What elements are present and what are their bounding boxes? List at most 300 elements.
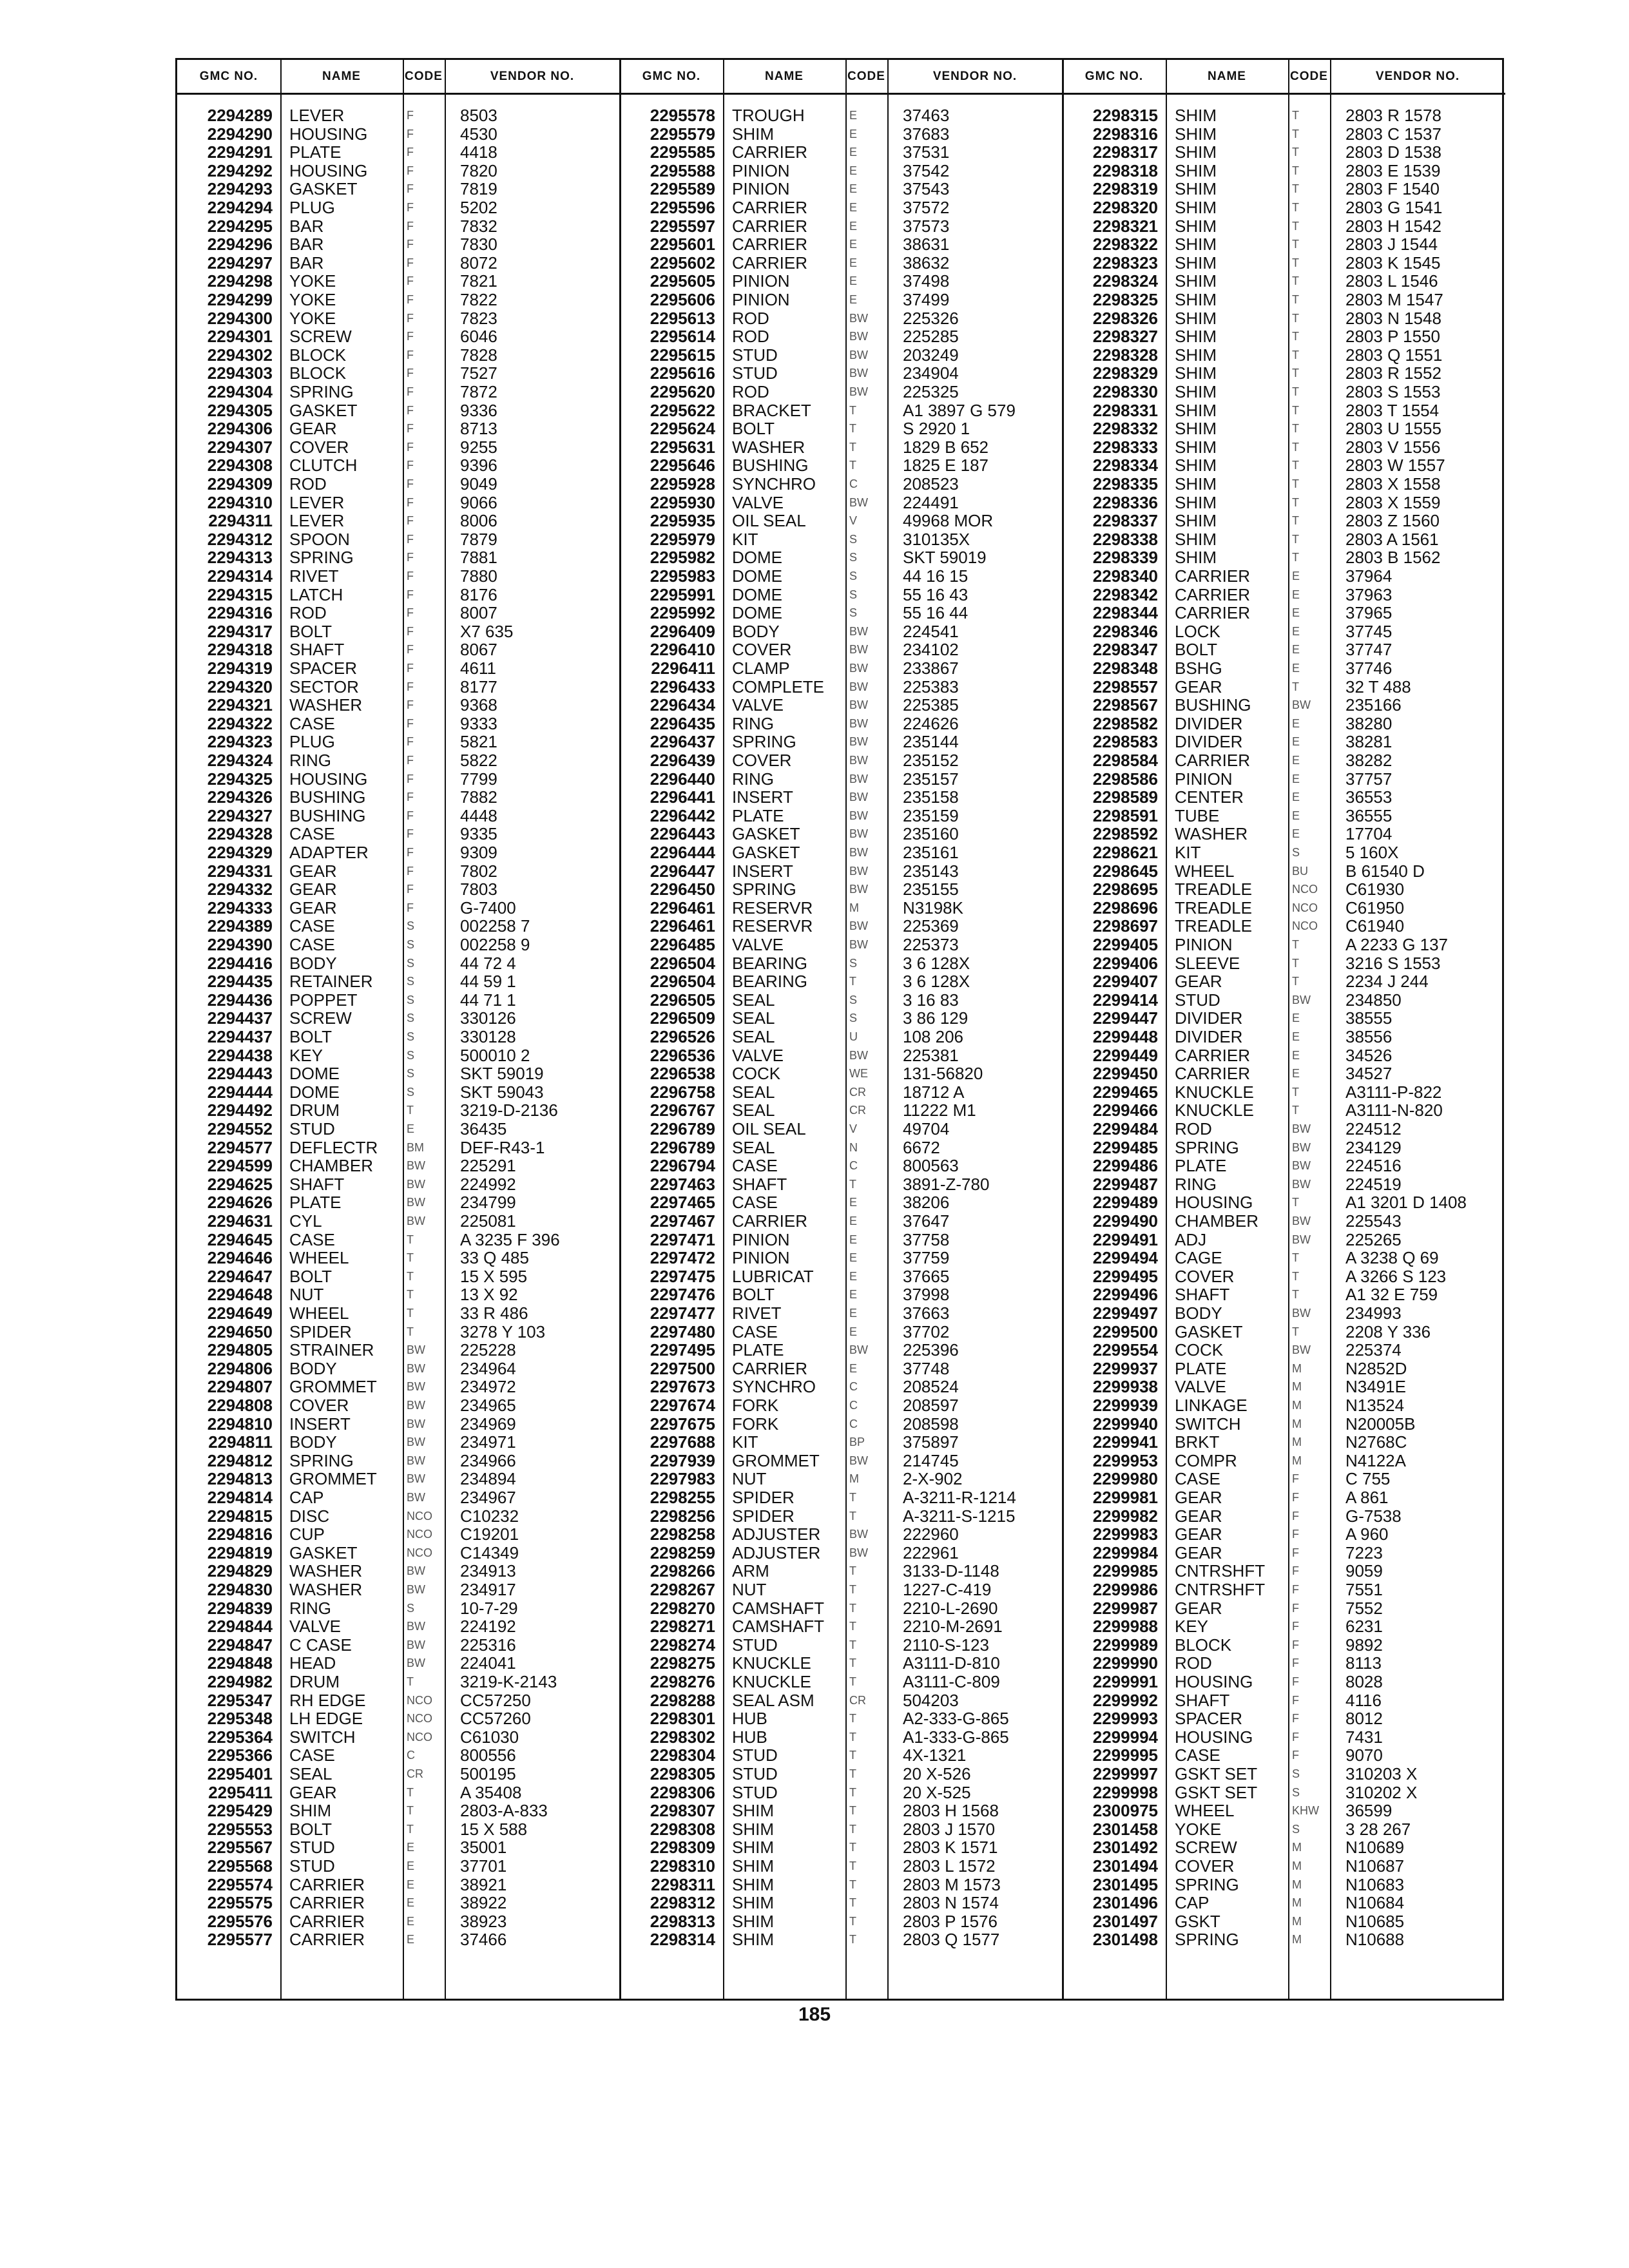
cell-code: BW [849, 330, 868, 343]
cell-gmc: 2299497 [1092, 1303, 1158, 1323]
cell-code: BW [849, 1546, 868, 1559]
cell-vend: 235144 [903, 732, 959, 752]
cell-vend: 37542 [903, 160, 950, 180]
cell-vend: 9368 [460, 695, 497, 715]
cell-vend: A 2233 G 137 [1345, 935, 1449, 954]
cell-name: ADJUSTER [732, 1542, 821, 1562]
cell-gmc: 2294316 [207, 603, 273, 623]
cell-vend: N2768C [1345, 1432, 1407, 1452]
cell-vend: 235159 [903, 805, 959, 825]
cell-name: BSHG [1175, 658, 1222, 678]
cell-code: F [1292, 1657, 1299, 1670]
header-vend-2: VENDOR NO. [887, 60, 1063, 95]
cell-gmc: 2298584 [1092, 751, 1158, 770]
cell-name: RIVET [732, 1303, 782, 1323]
cell-name: ROD [732, 382, 769, 401]
cell-name: SCREW [1175, 1838, 1237, 1858]
cell-vend: 4116 [1345, 1690, 1382, 1710]
cell-gmc: 2294815 [207, 1506, 273, 1526]
cell-code: C [849, 1380, 858, 1394]
cell-gmc: 2294306 [207, 419, 273, 439]
cell-vend: A3111-D-810 [903, 1653, 1000, 1673]
cell-gmc: 2294292 [207, 160, 273, 180]
cell-code: BW [1292, 698, 1311, 712]
cell-code: F [407, 827, 414, 841]
cell-name: GASKET [732, 843, 800, 862]
header-name-2: NAME [723, 60, 845, 95]
cell-gmc: 2297495 [650, 1340, 715, 1360]
cell-gmc: 2294492 [207, 1100, 273, 1120]
cell-gmc: 2299496 [1092, 1285, 1158, 1305]
cell-code: T [1292, 164, 1299, 177]
cell-name: SHIM [1175, 382, 1217, 401]
cell-gmc: 2299414 [1092, 990, 1158, 1010]
cell-code: F [407, 367, 414, 380]
cell-gmc: 2298338 [1092, 529, 1158, 549]
cell-vend: 38281 [1345, 732, 1393, 752]
cell-code: S [849, 551, 858, 564]
cell-code: T [849, 1749, 856, 1762]
cell-vend: 235166 [1345, 695, 1402, 715]
cell-code: T [1292, 1104, 1299, 1117]
cell-name: CASE [289, 1229, 335, 1249]
cell-vend: 7820 [460, 160, 497, 180]
cell-name: BODY [732, 621, 780, 641]
cell-gmc: 2294437 [207, 1008, 273, 1028]
cell-name: PINION [1175, 935, 1233, 954]
cell-vend: 9059 [1345, 1561, 1383, 1581]
cell-gmc: 2298310 [650, 1856, 715, 1876]
cell-gmc: 2294807 [207, 1377, 273, 1397]
cell-gmc: 2294648 [207, 1285, 273, 1305]
cell-vend: 44 71 1 [460, 990, 516, 1010]
cell-name: SHIM [732, 1819, 774, 1839]
cell-code: T [849, 1601, 856, 1615]
cell-vend: SKT 59043 [460, 1082, 544, 1102]
cell-code: BW [849, 883, 868, 896]
cell-code: T [849, 440, 856, 454]
cell-code: E [1292, 772, 1300, 785]
cell-gmc: 2298348 [1092, 658, 1158, 678]
cell-code: S [1292, 1785, 1300, 1799]
cell-code: T [849, 975, 856, 988]
cell-gmc: 2298314 [650, 1930, 715, 1950]
cell-gmc: 2296439 [650, 751, 715, 770]
cell-code: T [407, 1104, 414, 1117]
cell-gmc: 2298316 [1092, 124, 1158, 144]
cell-vend: 8503 [460, 106, 497, 125]
cell-gmc: 2299938 [1092, 1377, 1158, 1397]
cell-name: DRUM [289, 1100, 340, 1120]
cell-vend: 4530 [460, 124, 497, 144]
cell-code: BW [407, 1380, 425, 1394]
cell-name: GROMMET [732, 1450, 820, 1470]
cell-name: STUD [732, 1782, 778, 1802]
cell-code: E [1292, 716, 1300, 730]
cell-code: F [407, 791, 414, 804]
cell-code: F [1292, 1730, 1299, 1744]
cell-vend: N10687 [1345, 1856, 1405, 1876]
cell-code: T [1292, 551, 1299, 564]
cell-gmc: 2296461 [650, 916, 715, 936]
cell-code: T [1292, 495, 1299, 509]
cell-vend: 55 16 44 [903, 603, 969, 623]
cell-gmc: 2295568 [207, 1856, 273, 1876]
cell-vend: 233867 [903, 658, 959, 678]
cell-gmc: 2295348 [207, 1709, 273, 1729]
cell-code: F [1292, 1583, 1299, 1596]
cell-code: T [407, 1675, 414, 1688]
cell-vend: 3219-D-2136 [460, 1100, 558, 1120]
cell-gmc: 2298346 [1092, 621, 1158, 641]
cell-name: TREADLE [1175, 916, 1252, 936]
cell-vend: 6672 [903, 1137, 940, 1157]
cell-vend: 2803 P 1576 [903, 1911, 998, 1931]
cell-vend: 4611 [460, 658, 496, 678]
cell-vend: C19201 [460, 1524, 519, 1544]
cell-name: SHIM [1175, 548, 1217, 568]
cell-gmc: 2298331 [1092, 400, 1158, 420]
cell-code: BW [1292, 993, 1311, 1006]
cell-name: PINION [732, 1248, 790, 1268]
cell-name: RIVET [289, 566, 339, 586]
cell-name: RETAINER [289, 972, 373, 992]
cell-code: T [1292, 1085, 1299, 1099]
cell-vend: 2803 L 1546 [1345, 271, 1438, 291]
cell-vend: 9066 [460, 492, 497, 512]
cell-name: SHIM [1175, 400, 1217, 420]
cell-name: KNUCKLE [1175, 1082, 1254, 1102]
cell-gmc: 2296447 [650, 861, 715, 881]
cell-code: T [1292, 1269, 1299, 1283]
cell-code: M [1292, 1896, 1302, 1910]
cell-name: CARRIER [1175, 1045, 1251, 1065]
cell-gmc: 2296444 [650, 843, 715, 862]
cell-vend: 44 16 15 [903, 566, 969, 586]
cell-code: F [407, 422, 414, 436]
cell-name: SHIM [1175, 160, 1217, 180]
cell-name: PLATE [1175, 1156, 1227, 1176]
cell-gmc: 2299490 [1092, 1211, 1158, 1231]
cell-name: GSKT SET [1175, 1764, 1258, 1783]
cell-gmc: 2294805 [207, 1340, 273, 1360]
cell-vend: 225383 [903, 677, 959, 697]
cell-vend: 37748 [903, 1358, 950, 1378]
cell-code: T [1292, 1251, 1299, 1265]
cell-gmc: 2297675 [650, 1414, 715, 1434]
cell-name: DISC [289, 1506, 330, 1526]
cell-name: GEAR [289, 898, 337, 918]
cell-gmc: 2295364 [207, 1727, 273, 1747]
cell-name: SHAFT [289, 1174, 345, 1194]
cell-gmc: 2294311 [208, 511, 273, 531]
cell-name: CNTRSHFT [1175, 1561, 1266, 1581]
cell-gmc: 2294389 [207, 916, 273, 936]
cell-gmc: 2295596 [650, 198, 715, 217]
cell-gmc: 2296411 [651, 658, 715, 678]
cell-name: HOUSING [1175, 1727, 1253, 1747]
cell-gmc: 2298259 [650, 1542, 715, 1562]
cell-name: HUB [732, 1727, 767, 1747]
cell-vend: 234966 [460, 1450, 516, 1470]
cell-gmc: 2296433 [650, 677, 715, 697]
cell-gmc: 2298583 [1092, 732, 1158, 752]
cell-gmc: 2299990 [1092, 1653, 1158, 1673]
cell-name: PINION [732, 271, 790, 291]
cell-vend: 235160 [903, 824, 959, 844]
cell-vend: 234964 [460, 1358, 516, 1378]
cell-code: F [407, 182, 414, 196]
cell-vend: 37759 [903, 1248, 950, 1268]
cell-name: BAR [289, 235, 324, 255]
cell-name: VALVE [732, 695, 784, 715]
cell-gmc: 2295930 [650, 492, 715, 512]
cell-name: SCREW [289, 1008, 352, 1028]
cell-code: BW [1292, 1233, 1311, 1246]
cell-code: BW [407, 1343, 425, 1357]
cell-gmc: 2294645 [207, 1229, 273, 1249]
cell-gmc: 2299981 [1092, 1488, 1158, 1507]
cell-vend: 234993 [1345, 1303, 1402, 1323]
cell-gmc: 2294808 [207, 1396, 273, 1415]
cell-name: CARRIER [732, 1211, 808, 1231]
cell-name: SHAFT [1175, 1690, 1230, 1710]
cell-gmc: 2294324 [207, 751, 273, 770]
cell-name: GASKET [289, 179, 358, 199]
cell-vend: 235161 [903, 843, 959, 862]
cell-name: HOUSING [1175, 1193, 1253, 1213]
cell-vend: 3891-Z-780 [903, 1174, 990, 1194]
cell-name: TROUGH [732, 106, 805, 125]
cell-vend: 2803 K 1571 [903, 1838, 998, 1858]
cell-code: T [1292, 459, 1299, 472]
cell-name: SHIM [1175, 216, 1217, 236]
cell-code: T [849, 1730, 856, 1744]
cell-code: T [407, 1785, 414, 1799]
cell-name: LOCK [1175, 621, 1220, 641]
cell-name: C CASE [289, 1635, 352, 1655]
cell-name: COCK [1175, 1340, 1224, 1360]
cell-code: S [407, 1030, 415, 1043]
cell-gmc: 2298309 [650, 1838, 715, 1858]
cell-vend: 2803 Q 1551 [1345, 345, 1443, 365]
cell-code: T [1292, 938, 1299, 951]
cell-code: U [849, 1030, 858, 1043]
cell-code: BW [849, 385, 868, 398]
cell-code: T [1292, 127, 1299, 140]
cell-code: F [407, 127, 414, 140]
cell-name: SCREW [289, 327, 352, 347]
cell-name: BOLT [289, 621, 332, 641]
cell-gmc: 2298312 [650, 1893, 715, 1913]
cell-vend: 800556 [460, 1745, 516, 1765]
cell-name: SWITCH [289, 1727, 356, 1747]
cell-name: CLUTCH [289, 456, 358, 476]
cell-name: BUSHING [1175, 695, 1251, 715]
cell-gmc: 2296789 [650, 1137, 715, 1157]
cell-gmc: 2298337 [1092, 511, 1158, 531]
cell-vend: 7882 [460, 787, 497, 807]
cell-name: SPRING [289, 1450, 354, 1470]
cell-name: COVER [732, 751, 792, 770]
cell-code: M [1292, 1399, 1302, 1412]
cell-name: DRUM [289, 1672, 340, 1691]
cell-name: ADJ [1175, 1229, 1207, 1249]
cell-name: BUSHING [289, 805, 366, 825]
cell-name: KEY [289, 1045, 323, 1065]
cell-code: F [407, 883, 414, 896]
cell-gmc: 2295602 [650, 253, 715, 273]
cell-gmc: 2299449 [1092, 1045, 1158, 1065]
column-rule [887, 60, 889, 1999]
cell-code: E [849, 182, 858, 196]
cell-code: E [849, 146, 858, 159]
cell-gmc: 2299992 [1092, 1690, 1158, 1710]
header-gmc-3: GMC NO. [1063, 60, 1166, 95]
cell-name: SWITCH [1175, 1414, 1241, 1434]
cell-name: PLATE [1175, 1358, 1227, 1378]
cell-vend: 225326 [903, 308, 959, 328]
cell-vend: N10685 [1345, 1911, 1405, 1931]
cell-code: T [1292, 1325, 1299, 1338]
cell-code: CR [407, 1767, 423, 1780]
cell-vend: 36435 [460, 1119, 507, 1139]
cell-name: CAP [289, 1488, 324, 1507]
cell-vend: 1227-C-419 [903, 1580, 992, 1599]
cell-vend: 235158 [903, 787, 959, 807]
cell-name: CUP [289, 1524, 325, 1544]
cell-vend: 234971 [460, 1432, 516, 1452]
cell-vend: 2803 N 1548 [1345, 308, 1441, 328]
cell-vend: 8006 [460, 511, 497, 531]
cell-code: T [849, 403, 856, 417]
cell-name: KIT [732, 529, 758, 549]
cell-code: S [849, 993, 858, 1006]
cell-code: M [849, 901, 859, 914]
cell-gmc: 2296505 [650, 990, 715, 1010]
cell-vend: A 3238 Q 69 [1345, 1248, 1439, 1268]
cell-name: DOME [732, 548, 782, 568]
cell-name: STRAINER [289, 1340, 374, 1360]
cell-name: SEAL [732, 990, 775, 1010]
cell-name: DOME [732, 566, 782, 586]
column-rule [1288, 60, 1289, 1999]
cell-name: PINION [1175, 769, 1233, 789]
cell-gmc: 2294844 [207, 1617, 273, 1637]
cell-vend: 37665 [903, 1266, 950, 1286]
cell-code: E [1292, 1048, 1300, 1062]
cell-code: CR [849, 1104, 866, 1117]
cell-vend: 2210-M-2691 [903, 1617, 1003, 1637]
cell-name: CYL [289, 1211, 322, 1231]
cell-code: BW [407, 1564, 425, 1578]
cell-code: T [1292, 1196, 1299, 1209]
cell-name: CHAMBER [1175, 1211, 1259, 1231]
cell-name: SHIM [732, 1856, 774, 1876]
cell-code: T [407, 1804, 414, 1818]
cell-code: BW [849, 772, 868, 785]
cell-gmc: 2295982 [650, 548, 715, 568]
cell-code: BP [849, 1436, 865, 1449]
cell-vend: B 61540 D [1345, 861, 1425, 881]
cell-gmc: 2298288 [650, 1690, 715, 1710]
cell-vend: 7799 [460, 769, 497, 789]
cell-name: CAMSHAFT [732, 1617, 824, 1637]
cell-gmc: 2298696 [1092, 898, 1158, 918]
cell-vend: 225265 [1345, 1229, 1402, 1249]
cell-name: ROD [1175, 1119, 1212, 1139]
cell-name: RING [1175, 1174, 1217, 1194]
cell-gmc: 2294296 [207, 235, 273, 255]
cell-name: SEAL [289, 1764, 333, 1783]
cell-gmc: 2296758 [650, 1082, 715, 1102]
cell-gmc: 2294298 [207, 271, 273, 291]
cell-name: OIL SEAL [732, 1119, 806, 1139]
cell-name: GEAR [289, 861, 337, 881]
cell-name: LEVER [289, 511, 345, 531]
cell-code: BW [407, 1361, 425, 1375]
cell-gmc: 2299485 [1092, 1137, 1158, 1157]
cell-vend: 225228 [460, 1340, 516, 1360]
cell-code: BW [1292, 1177, 1311, 1191]
cell-gmc: 2298307 [650, 1801, 715, 1821]
cell-gmc: 2294315 [207, 584, 273, 604]
cell-code: BW [849, 809, 868, 822]
cell-code: F [1292, 1472, 1299, 1486]
cell-vend: C61940 [1345, 916, 1405, 936]
cell-gmc: 2294297 [207, 253, 273, 273]
cell-name: COVER [1175, 1266, 1235, 1286]
cell-code: C [849, 1159, 858, 1173]
cell-vend: DEF-R43-1 [460, 1137, 545, 1157]
header-code-2: CODE [845, 60, 887, 95]
cell-gmc: 2297467 [650, 1211, 715, 1231]
cell-gmc: 2294816 [207, 1524, 273, 1544]
cell-gmc: 2298586 [1092, 769, 1158, 789]
column-rule [445, 60, 446, 1999]
cell-vend: 33 R 486 [460, 1303, 528, 1323]
cell-vend: 37498 [903, 271, 950, 291]
cell-name: CASE [1175, 1469, 1220, 1489]
cell-vend: 235152 [903, 751, 959, 770]
cell-vend: 224992 [460, 1174, 516, 1194]
cell-gmc: 2299407 [1092, 972, 1158, 992]
cell-name: SEAL [732, 1137, 775, 1157]
cell-vend: C 755 [1345, 1469, 1391, 1489]
cell-vend: 2803 F 1540 [1345, 179, 1440, 199]
cell-name: RING [732, 713, 774, 733]
cell-code: T [407, 1822, 414, 1836]
cell-vend: 37964 [1345, 566, 1393, 586]
cell-name: SHIM [1175, 106, 1217, 125]
cell-vend: 9070 [1345, 1745, 1383, 1765]
cell-vend: 38632 [903, 253, 950, 273]
cell-vend: 4448 [460, 805, 497, 825]
cell-gmc: 2296794 [650, 1156, 715, 1176]
cell-name: BAR [289, 216, 324, 236]
cell-gmc: 2298327 [1092, 327, 1158, 347]
cell-code: T [1292, 385, 1299, 398]
cell-gmc: 2294444 [207, 1082, 273, 1102]
cell-name: CARRIER [732, 253, 808, 273]
cell-vend: 9309 [460, 843, 497, 862]
cell-name: SHIM [732, 124, 774, 144]
cell-code: BW [849, 919, 868, 933]
cell-code: S [407, 1048, 415, 1062]
cell-vend: 225374 [1345, 1340, 1402, 1360]
cell-name: LATCH [289, 584, 343, 604]
cell-code: BW [849, 680, 868, 693]
